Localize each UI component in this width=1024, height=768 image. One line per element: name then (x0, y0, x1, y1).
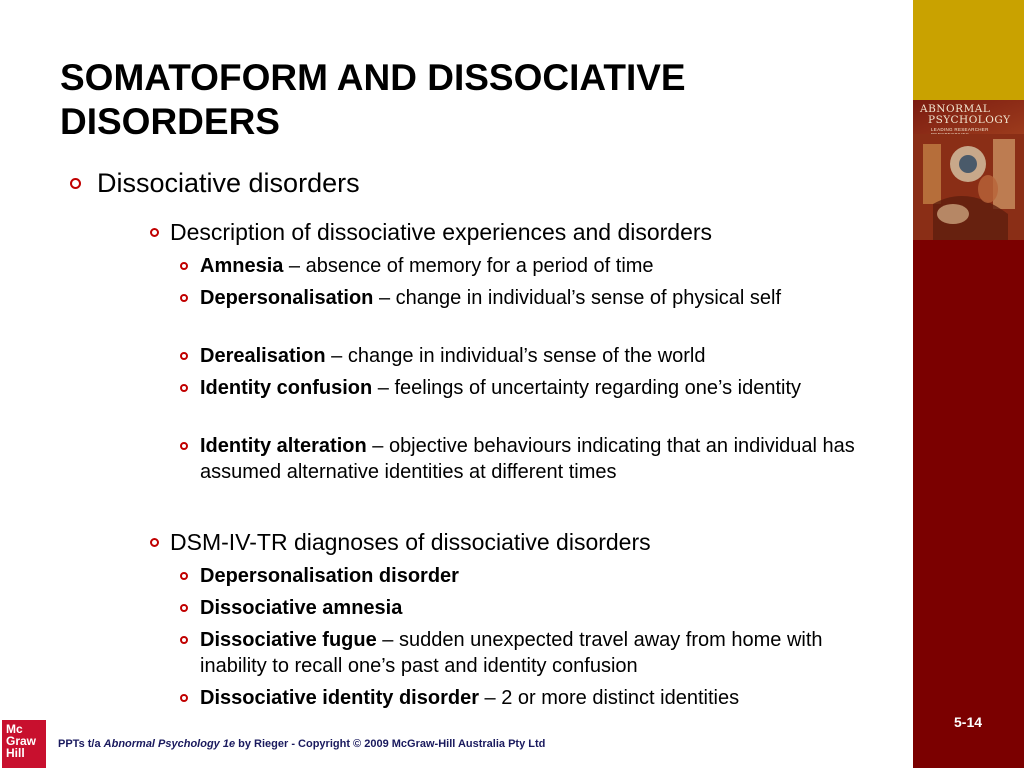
bullet-description-heading (150, 219, 890, 246)
bullet-icon (180, 294, 188, 302)
term: Amnesia (200, 255, 284, 277)
bullet-text: DSM-IV-TR diagnoses of dissociative disorders (170, 529, 651, 555)
bullet-dissociative-identity-disorder (180, 685, 880, 711)
definition: – 2 or more distinct identities (478, 687, 740, 709)
bullet-dsm-heading (150, 529, 890, 556)
bullet-identity-alteration (180, 433, 880, 485)
bullet-icon (180, 636, 188, 644)
term: Identity alteration (200, 435, 367, 457)
definition: – feelings of uncertainty regarding one’s identity (372, 377, 802, 399)
bullet-icon (180, 694, 188, 702)
bullet-icon (180, 384, 188, 392)
footer-copyright (58, 738, 545, 750)
sidebar (913, 0, 1024, 768)
bullet-icon (180, 262, 188, 270)
bullet-icon (180, 352, 188, 360)
logo-line2: Graw (6, 734, 37, 748)
bullet-icon (150, 228, 159, 237)
slide-number: 5-14 (954, 714, 983, 730)
cover-title-line1: ABNORMAL (920, 103, 991, 115)
bullet-icon (150, 538, 159, 547)
footer-suffix: by Rieger - Copyright © 2009 McGraw-Hill Australia Pty Ltd (235, 738, 546, 750)
definition: – change in individual’s sense of the world (325, 345, 706, 367)
bullet-derealisation (180, 343, 880, 369)
book-cover (913, 100, 1024, 240)
bullet-icon (180, 572, 188, 580)
term: Dissociative identity disorder (200, 687, 479, 709)
definition: – absence of memory for a period of time (283, 255, 654, 277)
cover-title-line2: PSYCHOLOGY (928, 114, 1011, 126)
term: Identity confusion (200, 377, 373, 399)
definition: – sudden unexpected travel away from home with inability to recall one’s past and identity confusion (200, 629, 823, 677)
term: Derealisation (200, 345, 326, 367)
bullet-identity-confusion (180, 375, 880, 401)
bullet-dissociative-amnesia (180, 595, 880, 621)
term: Dissociative amnesia (200, 597, 403, 619)
mcgraw-hill-logo (2, 720, 46, 768)
bullet-text: Dissociative disorders (97, 168, 360, 198)
logo-line3: Hill (6, 746, 25, 760)
bullet-amnesia (180, 253, 880, 279)
bullet-dissociative-fugue (180, 627, 880, 679)
footer-book-title: Abnormal Psychology 1e (103, 738, 236, 750)
bullet-depersonalisation (180, 285, 880, 311)
term: Depersonalisation (200, 287, 374, 309)
definition: – objective behaviours indicating that an individual has assumed alternative identities at different times (200, 435, 855, 483)
definition: – change in individual’s sense of physical self (373, 287, 782, 309)
cover-subtitle: LEADING RESEARCHER (931, 127, 989, 132)
sidebar-accent (913, 0, 1024, 100)
term: Depersonalisation disorder (200, 565, 459, 587)
bullet-depersonalisation-disorder (180, 563, 880, 589)
slide-title: SOMATOFORM AND DISSOCIATIVE DISORDERS (60, 57, 686, 142)
bullet-text: Description of dissociative experiences and disorders (170, 219, 713, 245)
logo-line1: Mc (6, 722, 23, 736)
term: Dissociative fugue (200, 629, 377, 651)
cover-art-image (913, 134, 1024, 240)
bullet-icon (70, 178, 81, 189)
bullet-dissociative-disorders (70, 168, 890, 198)
footer-prefix: PPTs t/a (58, 738, 104, 750)
bullet-icon (180, 442, 188, 450)
cover-title (920, 104, 1024, 126)
bullet-icon (180, 604, 188, 612)
